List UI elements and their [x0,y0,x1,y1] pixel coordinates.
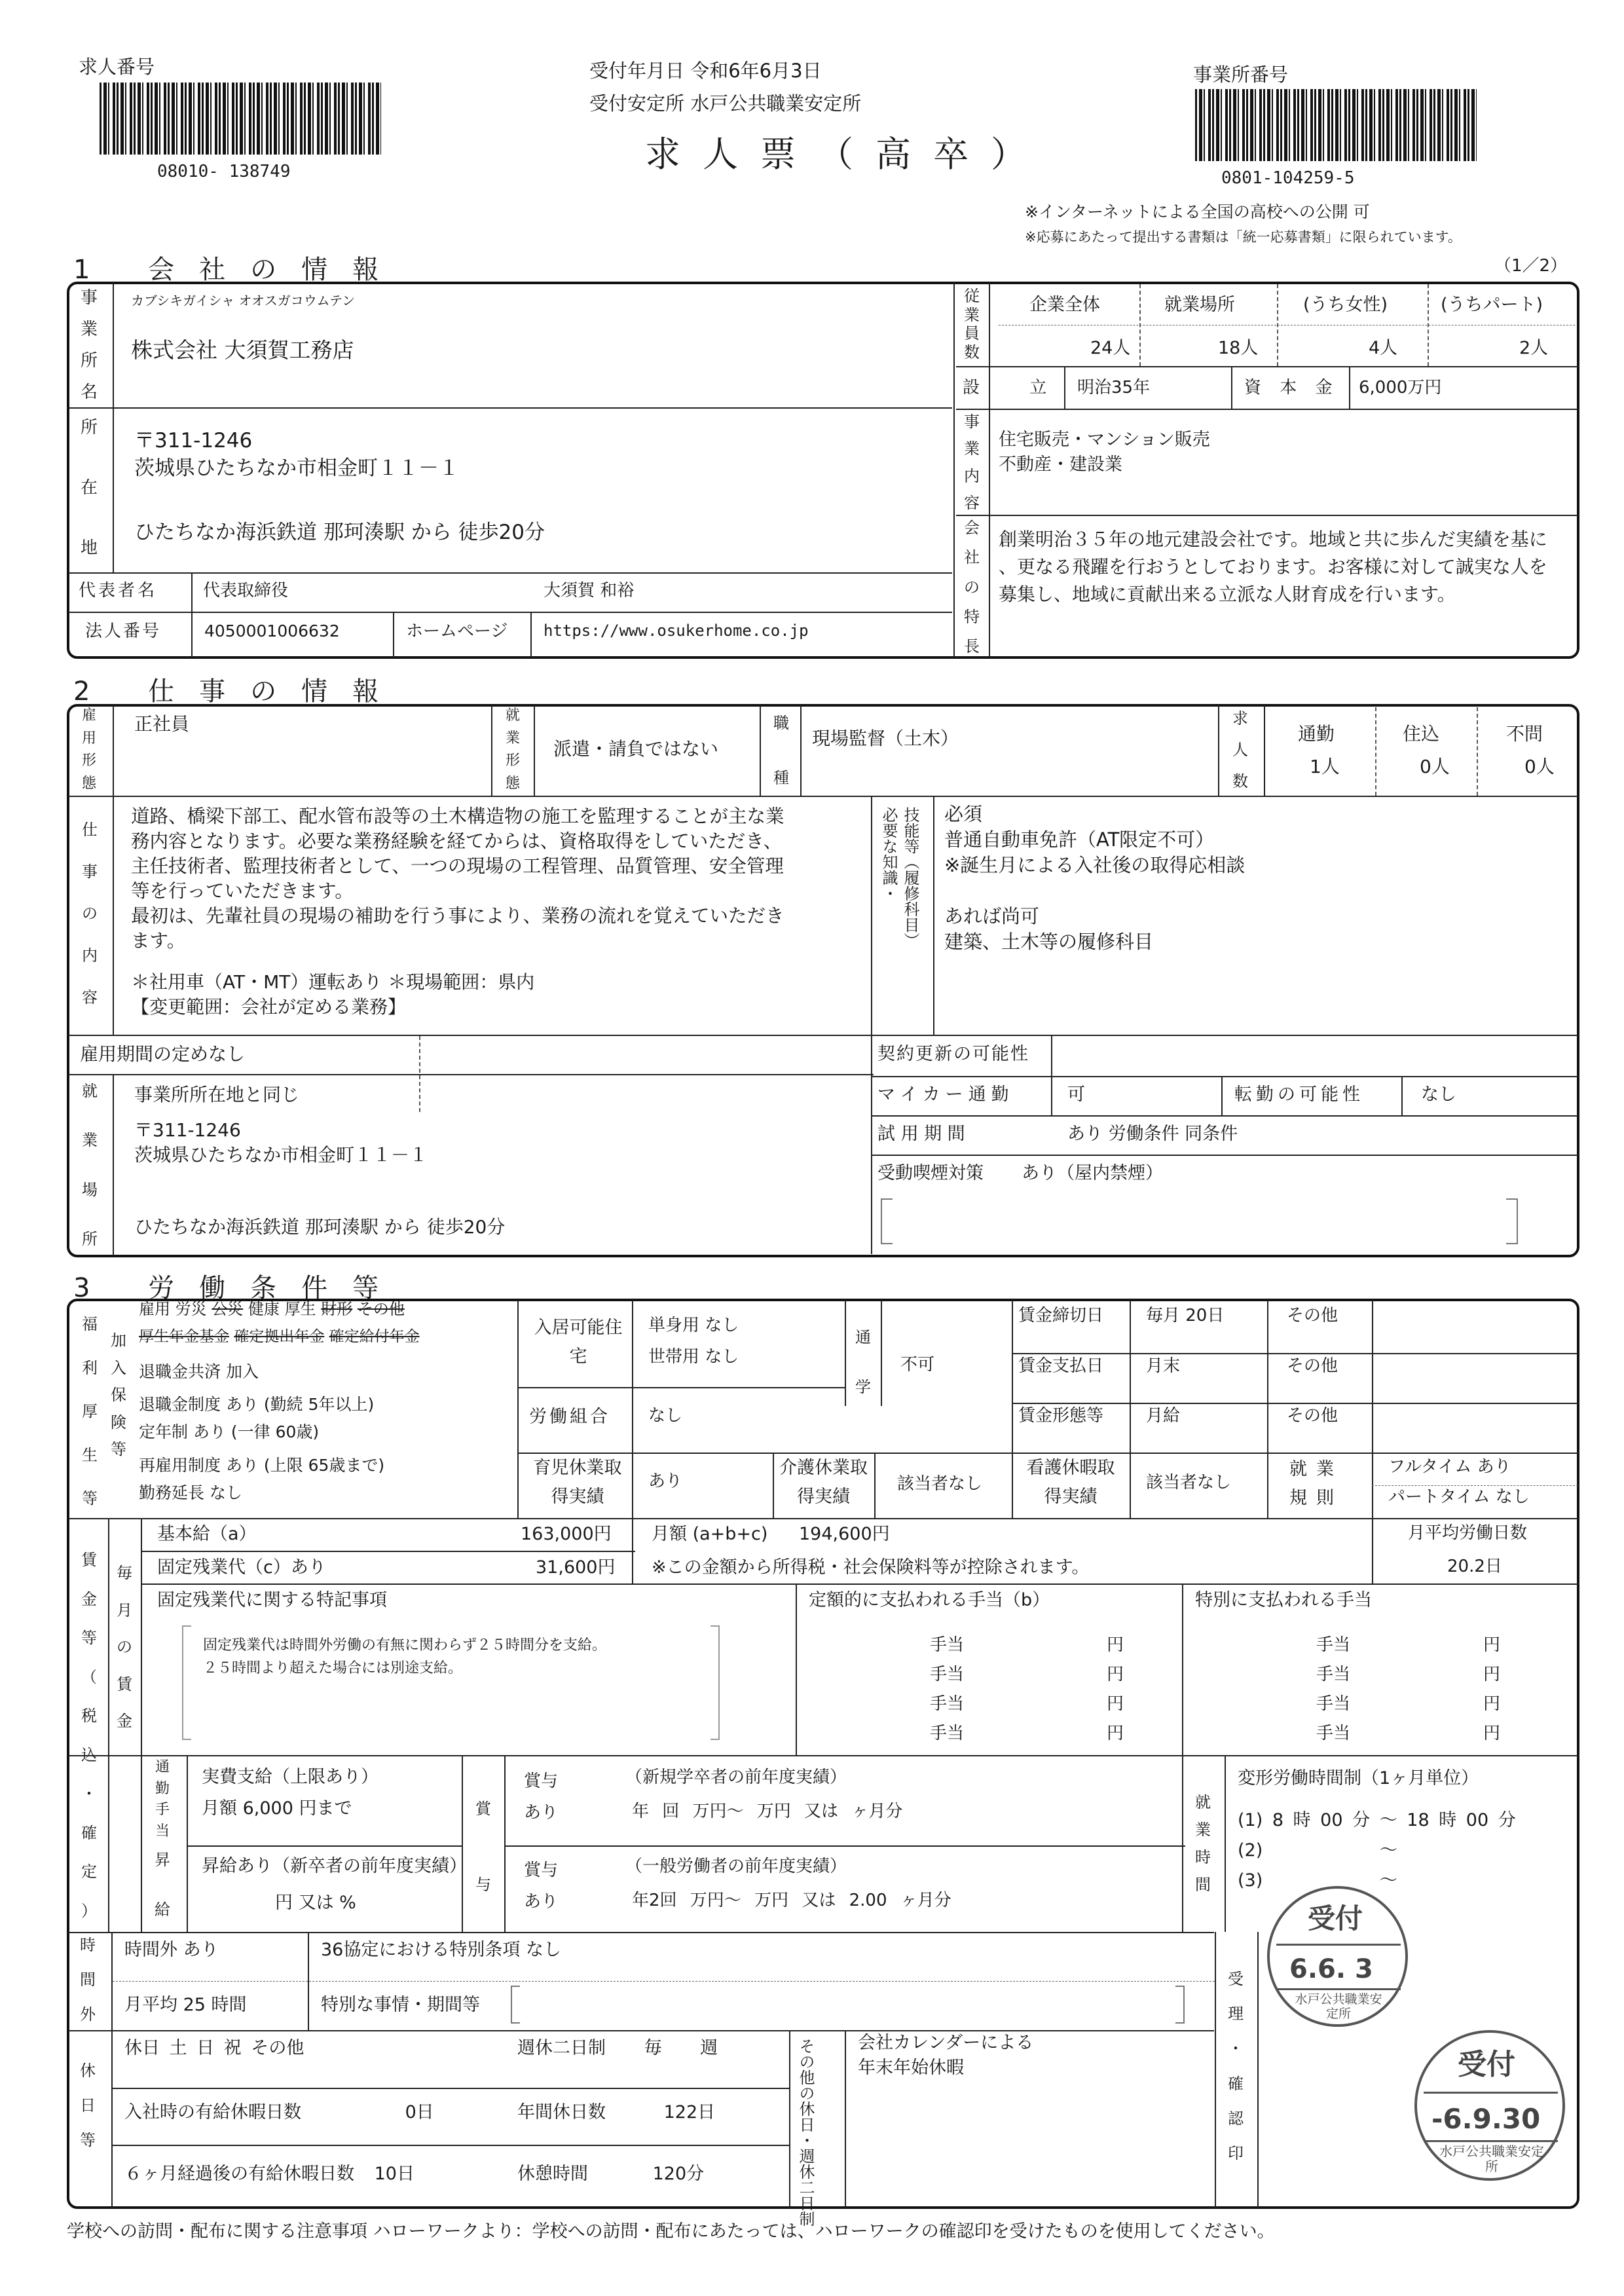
office-number-label: 事業所番号 [1193,64,1289,86]
insurance-label: 加 入 保 険 等 [111,1331,126,1458]
address-label: 所 在 地 [80,418,98,558]
retirement-age: 定年制 あり (一律 60歳) [139,1422,320,1441]
corporate-number: 4050001006632 [204,621,340,640]
overtime: 時間外 あり [124,1940,219,1960]
retirement-system: 退職金制度 あり (勤続 5年以上) [139,1395,375,1414]
initial-paid-leave: 入社時の有給休暇日数 0日 [124,2102,434,2122]
job-content-note: ＊社用車（AT・MT）運転あり ＊現場範囲：県内 [131,971,535,993]
work-place-label: 就 業 場 所 [82,1082,98,1248]
received-office: 受付安定所 水戸公共職業安定所 [589,92,862,115]
business-1: 住宅販売・マンション販売 [999,430,1210,450]
raise-1: 昇給あり（新卒者の前年度実績） [202,1856,467,1876]
break-time: 休憩時間 120分 [517,2164,705,2184]
work-form-label: 就 業 形 態 [505,707,520,792]
open-val-any: 0人 [1524,756,1555,777]
work-place-access: ひたちなか海浜鉄道 那珂湊駅 から 徒歩20分 [134,1216,506,1238]
open-val-commute: 1人 [1310,756,1340,777]
work-hours-label: 就 業 時 間 [1195,1793,1211,1894]
commute-school-label: 通 学 [855,1328,871,1396]
homepage-link[interactable]: https://www.osukerhome.co.jp [544,621,809,640]
corporate-number-label: 法人番号 [85,621,162,641]
employment-type-label: 雇 用 形 態 [81,707,96,792]
pay-form-label: 賃金形態等 [1018,1406,1104,1426]
welfare-label: 福 利 厚 生 等 [82,1315,98,1508]
rules-full: フルタイム あり [1388,1457,1511,1477]
trial-label: 試 用 期 間 [877,1124,965,1144]
job-content: 道路、橋梁下部工、配水管布設等の土木構造物の施工を監理することが主な業 務内容となります。必要な業務経験を経てからは、資格取得をしていただき、 主任技術者、監理技術者として、一つの現場の工程管理、品質管理、安全管理 等を行っていただきます。 最初は、先輩社員の現場の補助を行う事により、業務の流れを覚えていただき ます。 [131,805,784,952]
car-commute: 可 [1067,1084,1085,1105]
company-name: 株式会社 大須賀工務店 [131,337,354,363]
established-label: 設 立 [963,378,1069,398]
emp-val-site: 18人 [1218,338,1259,358]
other-holidays-label: その他の休日・週休二日制 [796,2038,815,2227]
other-holidays-2: 年末年始休暇 [858,2058,964,2078]
work-place-address: 茨城県ひたちなか市相金町１１－１ [134,1144,428,1166]
job-title-label: 職 種 [773,714,789,787]
overtime-label: 時 間 外 [80,1936,96,2024]
established: 明治35年 [1077,378,1151,398]
representative-name: 大須賀 和裕 [544,581,635,601]
nursing: 該当者なし [897,1474,983,1494]
open-val-dorm: 0人 [1420,756,1450,777]
representative-title: 代表取締役 [203,581,289,601]
employment-type: 正社員 [134,713,190,735]
avg-days-label: 月平均労働日数 [1408,1523,1528,1543]
features-3: 募集し、地域に貢献出来る立派な人財育成を行います。 [999,583,1456,605]
commute-allowance-label: 通 勤 手 当 [155,1759,170,1840]
pay-day-label: 賃金支払日 [1018,1356,1104,1376]
commute-allowance-1: 実費支給（上限あり） [202,1767,378,1787]
received-stamp-1: 受付 6.6. 3 水戸公共職業安定所 [1267,1886,1408,2027]
fixed-ot-note-1: 固定残業代は時間外労働の有無に関わらず２５時間分を支給。 [203,1637,607,1654]
company-address: 茨城県ひたちなか市相金町１１－１ [134,456,459,480]
car-commute-label: マイカー通勤 [877,1084,1014,1105]
received-date: 受付年月日 令和6年6月3日 [589,60,822,82]
bonus-2-label: 賞与 あり [524,1861,559,1912]
features-1: 創業明治３５年の地元建設会社です。地域と共に歩んだ実績を基に [999,528,1547,550]
pay-form-other: その他 [1287,1406,1338,1426]
emp-val-female: 4人 [1369,338,1398,358]
monthly-total-label: 月額 (a+b+c) [652,1524,768,1544]
bonus-label: 賞 与 [475,1800,491,1894]
retirement-fund: 退職金共済 加入 [139,1362,259,1381]
features-label: 会 社 の 特 長 [964,519,980,656]
rules-label: 就業規則 [1289,1459,1343,1508]
representative-label: 代表者名 [79,581,158,601]
trial-period: あり 労働条件 同条件 [1067,1124,1238,1144]
openings-label: 求 人 数 [1232,709,1248,790]
monthly-total: 194,600円 [799,1524,890,1544]
work-hours-head: 変形労働時間制（1ヶ月単位） [1238,1768,1479,1788]
fixed-overtime: 31,600円 [536,1557,616,1578]
allowance-special-amounts: 円 円 円 円 [1483,1635,1501,1743]
nursing-label: 介護休業取得実績 [779,1458,868,1507]
open-head-commute: 通勤 [1298,723,1335,745]
documents-note: ※応募にあたって提出する書類は「統一応募書類」に限られています。 [1025,229,1462,245]
emp-head-all: 企業全体 [1029,295,1100,315]
work-hours-2: (2) ～ [1238,1840,1397,1861]
smoking-label: 受動喫煙対策 [877,1163,984,1183]
union: なし [648,1406,683,1426]
extension: 勤務延長 なし [139,1483,242,1502]
allowance-b-items: 手当 手当 手当 手当 [930,1635,965,1743]
childcare-label: 育児休業取得実績 [533,1458,622,1507]
job-number-barcode [100,83,381,155]
work-form: 派遣・請負ではない [553,738,719,760]
capital-label: 資 本 金 [1244,378,1339,398]
bonus-1-head: （新規学卒者の前年度実績） [625,1768,847,1787]
insurance-row-1: 雇用 労災 公災 健康 厚生 財形 その他 [139,1300,405,1318]
open-head-any: 不問 [1506,723,1543,745]
transfer-label: 転勤の可能性 [1234,1084,1364,1105]
monthly-wage-label: 毎 月 の 賃 金 [117,1564,132,1730]
company-name-label: 事 業 所 名 [80,288,98,402]
rehire-system: 再雇用制度 あり (上限 65歳まで) [139,1456,385,1475]
fixed-ot-note-label: 固定残業代に関する特記事項 [157,1590,387,1610]
emp-head-female: (うち女性) [1303,295,1388,315]
section-2-title: 2 仕事の情報 [73,676,404,707]
page-number: （1／2） [1494,256,1568,276]
raise-label: 昇 給 [155,1851,170,1919]
homepage-label: ホームページ [406,621,508,641]
childcare: あり [648,1472,683,1491]
employees-label: 従 業 員 数 [964,287,980,361]
pay-close-other: その他 [1287,1306,1338,1325]
work-hours-3: (3) ～ [1238,1870,1397,1891]
emp-head-part: (うちパート) [1441,295,1543,315]
rules-part: パートタイム なし [1388,1487,1530,1507]
allowance-b-label: 定額的に支払われる手当（b） [809,1590,1050,1610]
allowance-special-items: 手当 手当 手当 手当 [1316,1635,1351,1743]
confirmation-label: 受 理 ・ 確 認 印 [1228,1970,1244,2162]
fixed-overtime-label: 固定残業代（c）あり [157,1557,326,1578]
base-pay: 163,000円 [521,1524,612,1544]
job-content-label: 仕 事 の 内 容 [82,821,98,1007]
annual-holidays: 年間休日数 122日 [517,2102,716,2122]
company-zip: 〒311-1246 [134,429,253,453]
emp-val-all: 24人 [1090,338,1131,358]
footer-notice: 学校への訪問・配布に関する注意事項 ハローワークより：学校への訪問・配布にあたっては、ハローワークの確認印を受けたものを使用してください。 [67,2221,1275,2242]
required-skills: 必須 普通自動車免許（AT限定不可） ※誕生月による入社後の取得応相談 あれば尚可 建築、土木等の履修科目 [944,803,1246,953]
dorm-family: 世帯用 なし [648,1347,739,1367]
page-title: 求人票（高卒） [645,134,1048,175]
article-36: 36協定における特別条項 なし [321,1940,561,1960]
allowance-special-label: 特別に支払われる手当 [1195,1590,1372,1610]
office-number: 0801-104259-5 [1221,168,1355,188]
insurance-row-2: 厚生年金基金 確定拠出年金 確定給付年金 [139,1328,420,1345]
commute-allowance-2: 月額 6,000 円まで [202,1798,352,1819]
wage-label: 賃 金 等 （ 税 込 ・ 確 定 ） [81,1551,97,1920]
raise-2: 円 又は % [275,1893,356,1913]
job-number: 08010- 138749 [157,162,291,181]
pay-close-label: 賃金締切日 [1018,1306,1104,1325]
other-holidays-1: 会社カレンダーによる [858,2033,1034,2053]
bonus-1-label: 賞与 あり [524,1771,559,1823]
employment-period: 雇用期間の定めなし [80,1043,246,1065]
emp-head-site: 就業場所 [1164,295,1235,315]
sick-label: 看護休暇取得実績 [1026,1458,1115,1507]
dorm-label: 入居可能住宅 [534,1318,623,1367]
work-hours-1: (1) 8 時 00 分 ～ 18 時 00 分 [1238,1810,1516,1830]
capital: 6,000万円 [1359,378,1442,398]
business-label: 事 業 内 容 [964,413,980,512]
office-number-barcode [1195,89,1477,161]
overtime-avg: 月平均 25 時間 [124,1995,247,2015]
avg-days: 20.2日 [1447,1557,1502,1576]
work-place-same: 事業所所在地と同じ [134,1084,300,1105]
sick: 該当者なし [1146,1473,1232,1492]
deduction-note: ※この金額から所得税・社会保険料等が控除されます。 [652,1557,1090,1578]
two-days-off: 週休二日制 毎 週 [517,2038,718,2058]
pay-day-other: その他 [1287,1356,1338,1376]
pay-form: 月給 [1146,1406,1181,1426]
section-3-title: 3 労働条件等 [73,1273,404,1303]
job-title: 現場監督（土木） [812,728,959,749]
dorm-single: 単身用 なし [648,1316,739,1335]
commute-school: 不可 [900,1355,935,1375]
received-stamp-2: 受付 -6.9.30 水戸公共職業安定所 [1414,2030,1565,2181]
section-1-title: 1 会社の情報 [73,255,404,285]
bonus-2-head: （一般労働者の前年度実績） [625,1857,847,1876]
open-head-dorm: 住込 [1403,723,1440,745]
features-2: 、更なる飛躍を行おうとしております。お客様に対して誠実な人を [999,556,1547,578]
smoking-policy: あり（屋内禁煙） [1022,1163,1163,1183]
transfer: なし [1421,1084,1456,1105]
company-access: ひたちなか海浜鉄道 那珂湊駅 から 徒歩20分 [134,521,545,544]
union-label: 労働組合 [529,1407,610,1427]
business-2: 不動産・建設業 [999,454,1122,475]
renewal-label: 契約更新の可能性 [877,1044,1029,1064]
fixed-ot-note-2: ２５時間より超えた場合には別途支給。 [203,1660,463,1676]
job-content-scope: 【変更範囲：会社が定める業務】 [131,996,407,1018]
pay-close: 毎月 20日 [1146,1306,1225,1325]
holidays: 休日 土 日 祝 その他 [124,2038,304,2058]
special-circumstances: 特別な事情・期間等 [321,1995,480,2015]
allowance-b-amounts: 円 円 円 円 [1107,1635,1124,1743]
bonus-1: 年 回 万円～ 万円 又は ヶ月分 [632,1802,903,1821]
pay-day: 月末 [1146,1356,1181,1376]
bonus-2: 年2回 万円～ 万円 又は 2.00 ヶ月分 [632,1891,951,1910]
internet-note: ※インターネットによる全国の高校への公開 可 [1025,202,1370,221]
holidays-label: 休 日 等 [80,2062,96,2149]
emp-val-part: 2人 [1519,338,1549,358]
base-pay-label: 基本給（a） [157,1524,257,1544]
skills-label-1: 必要な知識・ [879,807,898,901]
paid-leave-6m: ６ヶ月経過後の有給休暇日数 10日 [124,2164,415,2184]
job-number-label: 求人番号 [79,56,155,78]
company-kana: カブシキガイシャ オオスガコウムテン [131,293,356,308]
work-place-zip: 〒311-1246 [134,1119,241,1141]
skills-label-2: 技能等（履修科目） [901,807,919,948]
